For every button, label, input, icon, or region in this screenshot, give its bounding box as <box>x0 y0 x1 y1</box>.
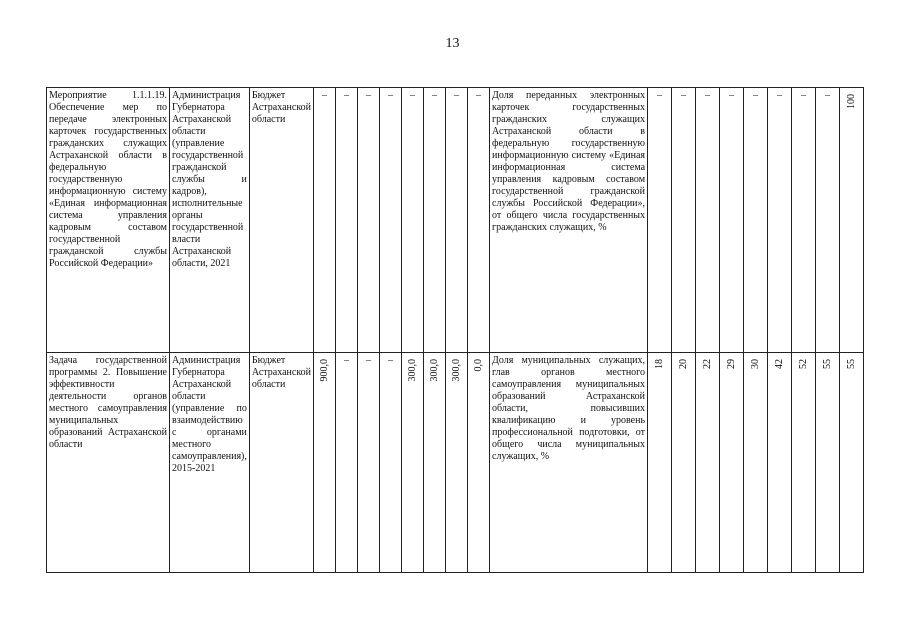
indicator-value-text: 29 <box>725 359 737 369</box>
funding-value-text: 300,0 <box>428 359 440 382</box>
funding-value-text: 300,0 <box>406 359 418 382</box>
indicator-value-text: 55 <box>821 359 833 369</box>
funding-cell <box>468 353 490 573</box>
indicator-value-cell: – <box>696 88 720 353</box>
indicator-value-cell <box>648 353 672 573</box>
program-table <box>46 87 864 573</box>
funding-source-cell: Бюджет Астраханской области <box>249 88 313 353</box>
indicator-value-cell <box>696 353 720 573</box>
indicator-value-cell <box>744 353 768 573</box>
funding-cell: – <box>468 88 490 353</box>
indicator-value-text: 18 <box>653 359 665 369</box>
indicator-value-cell: – <box>744 88 768 353</box>
indicator-cell: Доля муниципальных служащих, глав органов местного самоуправления муниципальных образований Астраханской области, повысивших квалификацию и уровень профессиональной подготовки, от общего числа муниципальных служащих, % <box>490 353 648 573</box>
table-row <box>47 353 864 573</box>
indicator-value-cell: – <box>792 88 816 353</box>
indicator-value-cell <box>840 88 864 353</box>
page-number: 13 <box>445 36 460 51</box>
funding-cell <box>402 353 424 573</box>
activity-name-cell: Задача государственной программы 2. Повышение эффективности деятельности органов местного самоуправления муниципальных образований Астраханской области <box>47 353 170 573</box>
indicator-value-text: 30 <box>749 359 761 369</box>
funding-cell <box>446 353 468 573</box>
funding-cell: – <box>358 353 380 573</box>
indicator-value-text: 52 <box>797 359 809 369</box>
funding-source-cell: Бюджет Астраханской области <box>249 353 313 573</box>
indicator-value-cell <box>840 353 864 573</box>
funding-value-text: 0,0 <box>472 359 484 372</box>
indicator-value-cell <box>768 353 792 573</box>
indicator-value-text: 55 <box>845 359 857 369</box>
executor-cell: Администрация Губернатора Астраханской области (управление по взаимодействию с органами местного самоуправления), 2015-2021 <box>170 353 250 573</box>
indicator-value-cell: – <box>672 88 696 353</box>
funding-cell <box>314 353 336 573</box>
funding-cell: – <box>424 88 446 353</box>
table-row <box>47 88 864 353</box>
funding-cell <box>424 353 446 573</box>
funding-cell: – <box>358 88 380 353</box>
funding-cell: – <box>314 88 336 353</box>
indicator-value-cell <box>720 353 744 573</box>
indicator-value-cell: – <box>816 88 840 353</box>
indicator-value-text: 22 <box>701 359 713 369</box>
indicator-value-cell: – <box>648 88 672 353</box>
executor-cell: Администрация Губернатора Астраханской области (управление государственной гражданской службы и кадров), исполнительные органы государственной власти Астраханской области, 2021 <box>170 88 250 353</box>
indicator-value-cell: – <box>768 88 792 353</box>
funding-cell: – <box>446 88 468 353</box>
indicator-value-text: 42 <box>773 359 785 369</box>
indicator-value-cell <box>672 353 696 573</box>
funding-cell: – <box>336 353 358 573</box>
indicator-value-cell <box>792 353 816 573</box>
funding-cell: – <box>380 88 402 353</box>
indicator-value-text: 100 <box>845 94 857 109</box>
indicator-value-cell: – <box>720 88 744 353</box>
indicator-value-text: 20 <box>677 359 689 369</box>
funding-cell: – <box>380 353 402 573</box>
activity-name-cell: Мероприятие 1.1.1.19. Обеспечение мер по передаче электронных карточек государственных гражданских служащих Астраханской области в федеральную государственную информационную систему «Единая информационная система управления кадровым составом государственной гражданской службы Российской Федерации» <box>47 88 170 353</box>
indicator-value-cell <box>816 353 840 573</box>
funding-value-text: 300,0 <box>450 359 462 382</box>
funding-cell: – <box>336 88 358 353</box>
funding-cell: – <box>402 88 424 353</box>
funding-value-text: 900,0 <box>318 359 330 382</box>
indicator-cell: Доля переданных электронных карточек государственных гражданских служащих Астраханской области в федеральную государственную информационную систему «Единая информационная система управления кадровым составом государственной гражданской службы Российской Федерации», от общего числа государственных гражданских служащих, % <box>490 88 648 353</box>
